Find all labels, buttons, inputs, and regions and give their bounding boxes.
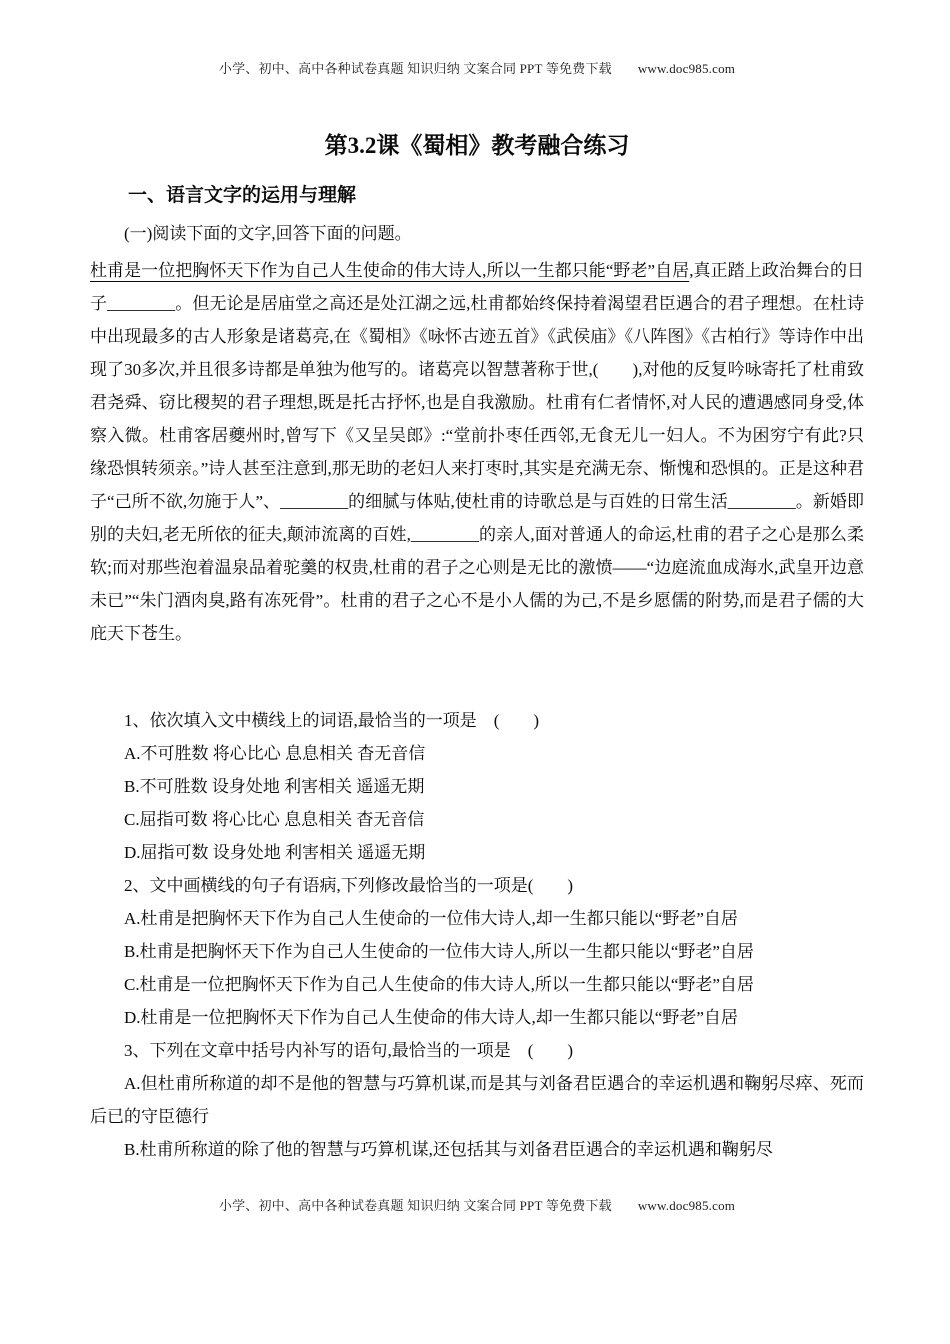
question-1-option-b: B.不可胜数 设身处地 利害相关 遥遥无期 — [124, 777, 425, 796]
question-1-option-c: C.屈指可数 将心比心 息息相关 杳无音信 — [124, 810, 425, 829]
reading-passage — [90, 254, 864, 650]
questions-section — [90, 704, 864, 1166]
question-2-option-b: B.杜甫是把胸怀天下作为自己人生使命的一位伟大诗人,所以一生都只能以“野老”自居 — [124, 942, 754, 961]
footer-text: 小学、初中、高中各种试卷真题 知识归纳 文案合同 PPT 等免费下载 — [218, 1198, 612, 1213]
question-1-stem: 1、依次填入文中横线上的词语,最恰当的一项是 ( ) — [124, 711, 540, 730]
question-1-option-a: A.不可胜数 将心比心 息息相关 杳无音信 — [124, 744, 426, 763]
underlined-sentence: 杜甫是一位把胸怀天下作为自己人生使命的伟大诗人,所以一生都只能“野老”自居 — [90, 261, 690, 280]
section-heading: 一、语言文字的运用与理解 — [128, 185, 357, 206]
footer-site-url: www.doc985.com — [637, 1198, 736, 1213]
header-site-url: www.doc985.com — [637, 61, 736, 76]
question-3-option-b: B.杜甫所称道的除了他的智慧与巧算机谋,还包括其与刘备君臣遇合的幸运机遇和鞠躬尽 — [124, 1140, 773, 1159]
question-2-option-a: A.杜甫是把胸怀天下作为自己人生使命的一位伟大诗人,却一生都只能以“野老”自居 — [124, 909, 738, 928]
question-3-stem: 3、下列在文章中括号内补写的语句,最恰当的一项是 ( ) — [124, 1041, 574, 1060]
document-title: 第3.2课《蜀相》教考融合练习 — [324, 133, 630, 158]
passage-intro: (一)阅读下面的文字,回答下面的问题。 — [124, 224, 412, 243]
page-footer — [90, 1195, 864, 1214]
question-2-option-c: C.杜甫是一位把胸怀天下作为自己人生使命的伟大诗人,所以一生都只能以“野老”自居 — [124, 975, 754, 994]
header-text: 小学、初中、高中各种试卷真题 知识归纳 文案合同 PPT 等免费下载 — [218, 61, 612, 76]
question-1-option-d: D.屈指可数 设身处地 利害相关 遥遥无期 — [124, 843, 426, 862]
page-header — [90, 58, 864, 77]
question-2-option-d: D.杜甫是一位把胸怀天下作为自己人生使命的伟大诗人,却一生都只能以“野老”自居 — [124, 1008, 738, 1027]
question-3-option-a: A.但杜甫所称道的却不是他的智慧与巧算机谋,而是其与刘备君臣遇合的幸运机遇和鞠躬尽瘁、死而后已的守臣德行 — [90, 1074, 864, 1126]
question-2-stem: 2、文中画横线的句子有语病,下列修改最恰当的一项是( ) — [124, 876, 574, 895]
passage-body: ,真正踏上政治舞台的日子________。但无论是居庙堂之高还是处江湖之远,杜甫都始终保持着渴望君臣遇合的君子理想。在杜诗中出现最多的古人形象是诸葛亮,在《蜀相》《咏怀古迹五首》《武侯庙》《八阵图》《古柏行》等诗作中出现了30多次,并且很多诗都是单独为他写的。诸葛亮以智慧著称于世,( ),对他的反复吟咏寄托了杜甫致君尧舜、窃比稷契的君子理想,既是托古抒怀,也是自我激励。杜甫有仁者情怀,对人民的遭遇感同身受,体察入微。杜甫客居夔州时,曾写下《又呈吴郎》:“堂前扑枣任西邻,无食无儿一妇人。不为困穷宁有此?只缘恐惧转须亲。”诗人甚至注意到,那无助的老妇人来打枣时,其实是充满无奈、惭愧和恐惧的。正是这种君子“己所不欲,勿施于人”、________的细腻与体贴,使杜甫的诗歌总是与百姓的日常生活________。新婚即别的夫妇,老无所依的征夫,颠沛流离的百姓,________的亲人,面对普通人的命运,杜甫的君子之心是那么柔软;而对那些泡着温泉品着驼羹的权贵,杜甫的君子之心则是无比的激愤——“边庭流血成海水,武皇开边意未已”“朱门酒肉臭,路有冻死骨”。杜甫的君子之心不是小人儒的为己,不是乡愿儒的附势,而是君子儒的大庇天下苍生。 — [90, 261, 864, 643]
